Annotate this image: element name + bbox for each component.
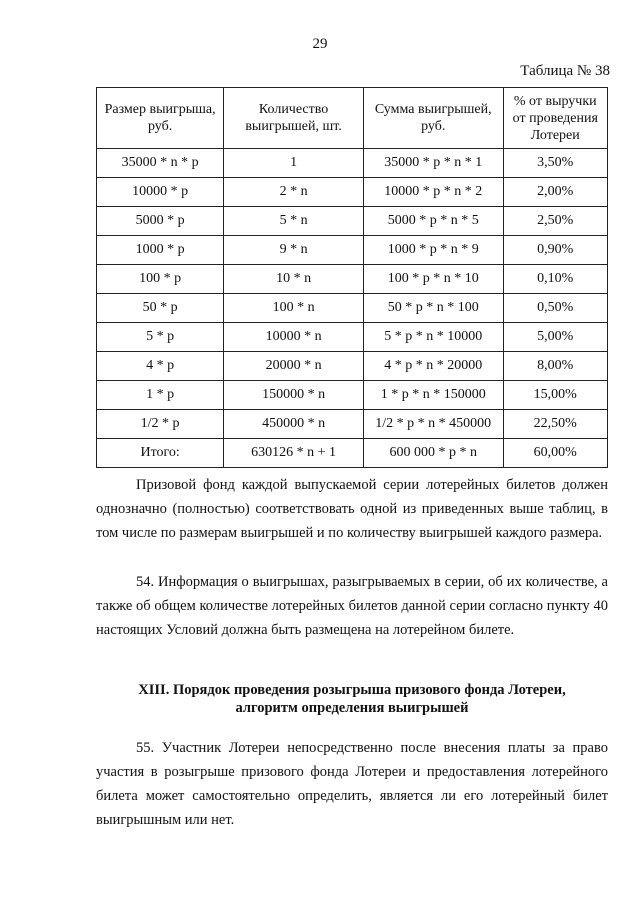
table-label: Таблица № 38 xyxy=(520,63,610,79)
cell-prize-sum: 50 * p * n * 100 xyxy=(363,294,503,323)
header-prize-size: Размер выигрыша, руб. xyxy=(97,88,224,149)
section-heading-line-2: алгоритм определения выигрышей xyxy=(235,700,469,716)
cell-prize-size: 35000 * n * p xyxy=(97,149,224,178)
cell-total-sum: 600 000 * p * n xyxy=(363,439,503,468)
table-row xyxy=(97,265,608,294)
cell-prize-sum: 4 * p * n * 20000 xyxy=(363,352,503,381)
cell-prize-sum: 10000 * p * n * 2 xyxy=(363,178,503,207)
section-heading xyxy=(96,681,608,717)
cell-revenue-percent: 2,50% xyxy=(503,207,607,236)
cell-prize-sum: 5 * p * n * 10000 xyxy=(363,323,503,352)
cell-prize-count: 5 * n xyxy=(224,207,364,236)
cell-prize-size: 5 * p xyxy=(97,323,224,352)
table-header-row xyxy=(97,88,608,149)
section-heading-line-1: XIII. Порядок проведения розыгрыша призового фонда Лотереи, xyxy=(138,682,566,698)
table-row xyxy=(97,323,608,352)
cell-prize-sum: 35000 * p * n * 1 xyxy=(363,149,503,178)
cell-prize-size: 4 * p xyxy=(97,352,224,381)
table-row xyxy=(97,149,608,178)
cell-prize-count: 2 * n xyxy=(224,178,364,207)
header-prize-sum: Сумма выигрышей, руб. xyxy=(363,88,503,149)
cell-prize-sum: 1000 * p * n * 9 xyxy=(363,236,503,265)
paragraph-54: 54. Информация о выигрышах, разыгрываемых в серии, об их количестве, а также об общем количестве лотерейных билетов данной серии согласно пункту 40 настоящих Условий должна быть размещена на лотерейном билете. xyxy=(96,574,608,638)
cell-prize-size: 1000 * p xyxy=(97,236,224,265)
cell-prize-count: 10 * n xyxy=(224,265,364,294)
paragraph-prize-fund: Призовой фонд каждой выпускаемой серии лотерейных билетов должен однозначно (полностью) соответствовать одной из приведенных выше таблиц, в том числе по размерам выигрышей и по количеству выигрышей каждого размера. xyxy=(96,477,608,541)
cell-prize-size: 100 * p xyxy=(97,265,224,294)
cell-prize-count: 450000 * n xyxy=(224,410,364,439)
cell-prize-count: 1 xyxy=(224,149,364,178)
cell-revenue-percent: 0,10% xyxy=(503,265,607,294)
table-row xyxy=(97,352,608,381)
cell-total-count: 630126 * n + 1 xyxy=(224,439,364,468)
page-number: 29 xyxy=(312,36,328,52)
cell-prize-size: 1 * p xyxy=(97,381,224,410)
table-row xyxy=(97,207,608,236)
cell-revenue-percent: 2,00% xyxy=(503,178,607,207)
table-row xyxy=(97,178,608,207)
cell-revenue-percent: 0,90% xyxy=(503,236,607,265)
paragraph-55: 55. Участник Лотереи непосредственно после внесения платы за право участия в розыгрыше призового фонда Лотереи и предоставления лотерейного билета может самостоятельно определить, является ли его лотерейный билет выигрышным или нет. xyxy=(96,740,608,828)
cell-revenue-percent: 22,50% xyxy=(503,410,607,439)
cell-prize-count: 9 * n xyxy=(224,236,364,265)
cell-revenue-percent: 0,50% xyxy=(503,294,607,323)
cell-revenue-percent: 8,00% xyxy=(503,352,607,381)
cell-prize-sum: 100 * p * n * 10 xyxy=(363,265,503,294)
cell-total-percent: 60,00% xyxy=(503,439,607,468)
cell-prize-size: 50 * p xyxy=(97,294,224,323)
table-row xyxy=(97,410,608,439)
cell-revenue-percent: 15,00% xyxy=(503,381,607,410)
cell-revenue-percent: 3,50% xyxy=(503,149,607,178)
cell-prize-sum: 5000 * p * n * 5 xyxy=(363,207,503,236)
cell-prize-count: 100 * n xyxy=(224,294,364,323)
table-total-row xyxy=(97,439,608,468)
cell-prize-count: 20000 * n xyxy=(224,352,364,381)
cell-prize-size: 10000 * p xyxy=(97,178,224,207)
cell-prize-size: 5000 * p xyxy=(97,207,224,236)
prize-table xyxy=(96,87,608,468)
header-prize-count: Количество выигрышей, шт. xyxy=(224,88,364,149)
cell-total-label: Итого: xyxy=(97,439,224,468)
cell-prize-count: 10000 * n xyxy=(224,323,364,352)
cell-prize-sum: 1 * p * n * 150000 xyxy=(363,381,503,410)
cell-prize-size: 1/2 * p xyxy=(97,410,224,439)
table-row xyxy=(97,381,608,410)
cell-prize-sum: 1/2 * p * n * 450000 xyxy=(363,410,503,439)
table-row xyxy=(97,236,608,265)
table-row xyxy=(97,294,608,323)
header-revenue-percent: % от выручки от проведения Лотереи xyxy=(503,88,607,149)
cell-revenue-percent: 5,00% xyxy=(503,323,607,352)
cell-prize-count: 150000 * n xyxy=(224,381,364,410)
